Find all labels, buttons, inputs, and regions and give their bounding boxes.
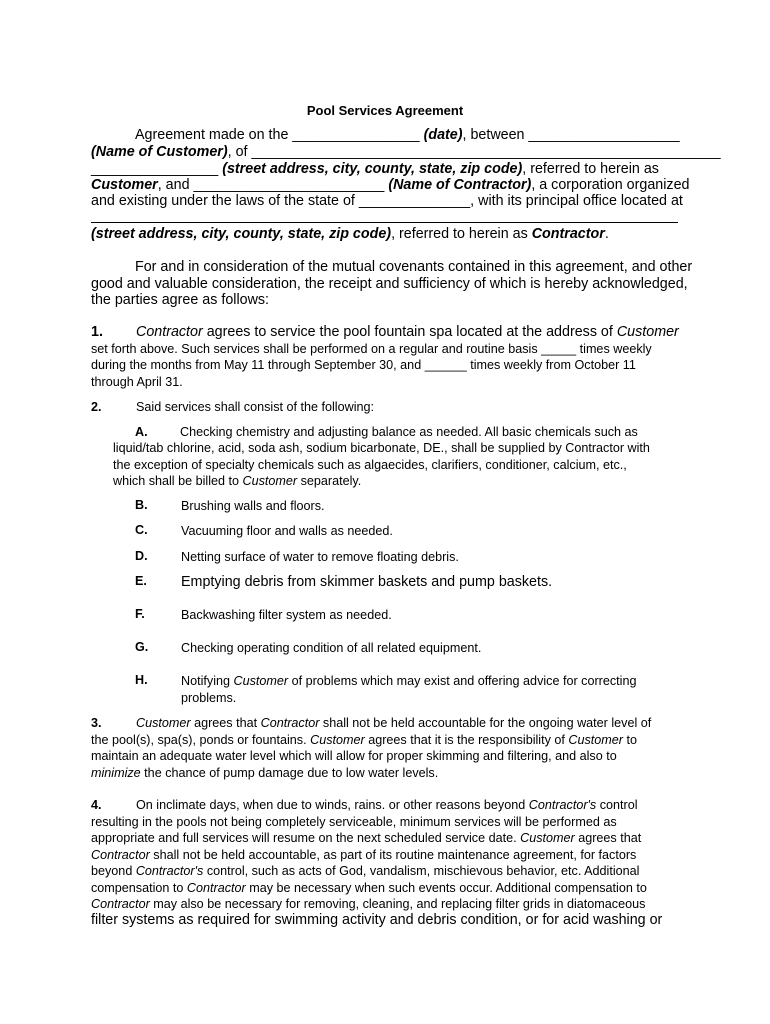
item-g-text: Checking operating condition of all related equipment. bbox=[181, 641, 482, 655]
item-a-label: A. bbox=[135, 425, 148, 439]
item-a-line-4: which shall be billed to Customer separately. bbox=[113, 474, 362, 488]
section-3-line-2: the pool(s), spa(s), ponds or fountains. Customer agrees that it is the responsibility of Customer to bbox=[91, 733, 638, 747]
section-4-line-5: beyond Contractor's control, such as acts of God, vandalism, mischievous behavior, etc. Additional bbox=[91, 864, 640, 878]
intro-line-4: Customer, and ________________________ (Name of Contractor), a corporation organized bbox=[91, 177, 690, 193]
date-blank[interactable]: ________________ bbox=[292, 127, 420, 143]
section-4-line-3: appropriate and full services will resume on the next scheduled service date. Customer agrees that bbox=[91, 831, 642, 845]
consideration-line-1: For and in consideration of the mutual covenants contained in this agreement, and other bbox=[135, 259, 693, 275]
item-c-text: Vacuuming floor and walls as needed. bbox=[181, 524, 393, 538]
item-b-text: Brushing walls and floors. bbox=[181, 499, 325, 513]
section-1-line-3: during the months from May 11 through September 30, and ______ times weekly from October 11 bbox=[91, 358, 636, 372]
intro-line-5: and existing under the laws of the state of ______________, with its principal office located at bbox=[91, 193, 683, 209]
item-c-label: C. bbox=[135, 523, 148, 537]
item-h-label: H. bbox=[135, 673, 148, 687]
item-f-label: F. bbox=[135, 607, 145, 621]
consideration-line-2: good and valuable consideration, the receipt and sufficiency of which is hereby acknowledged, bbox=[91, 276, 688, 292]
item-d-text: Netting surface of water to remove floating debris. bbox=[181, 550, 459, 564]
intro-line-6: (street address, city, county, state, zip code), referred to herein as Contractor. bbox=[91, 226, 609, 242]
item-a-line-1: A. Checking chemistry and adjusting balance as needed. All basic chemicals such as bbox=[135, 425, 638, 439]
section-4-line-1: 4. On inclimate days, when due to winds, rains. or other reasons beyond Contractor's control bbox=[91, 798, 638, 812]
section-4-line-7: Contractor may also be necessary for removing, cleaning, and replacing filter grids in diatomaceous bbox=[91, 897, 646, 911]
section-4-line-4: Contractor shall not be held accountable, as part of its routine maintenance agreement, for factors bbox=[91, 848, 637, 862]
section-1-number: 1. bbox=[91, 324, 103, 340]
contractor-address-blank[interactable] bbox=[91, 222, 678, 223]
section-4-line-6: compensation to Contractor may be necessary when such events occur. Additional compensation to bbox=[91, 881, 647, 895]
document-title: Pool Services Agreement bbox=[306, 103, 464, 118]
intro-line-1: Agreement made on the ________________ (date), between ___________________ bbox=[135, 127, 680, 143]
customer-address-blank[interactable]: ___________________________________________________________ bbox=[251, 144, 721, 160]
section-1-line-2: set forth above. Such services shall be performed on a regular and routine basis _____ times weekly bbox=[91, 342, 652, 356]
section-3-line-1: 3. Customer agrees that Contractor shall not be held accountable for the ongoing water level of bbox=[91, 716, 652, 730]
section-3-number: 3. bbox=[91, 716, 102, 730]
section-1-line-4: through April 31. bbox=[91, 375, 183, 389]
intro-line-2: (Name of Customer), of ___________________________________________________________ bbox=[91, 144, 721, 160]
item-a-line-2: liquid/tab chlorine, acid, soda ash, sodium bicarbonate, DE., shall be supplied by Contractor with bbox=[113, 441, 650, 455]
intro-line-3: ________________ (street address, city, county, state, zip code), referred to herein as bbox=[91, 161, 659, 177]
item-e-text: Emptying debris from skimmer baskets and pump baskets. bbox=[181, 574, 553, 590]
item-b-label: B. bbox=[135, 498, 148, 512]
section-2-line-1: 2. Said services shall consist of the following: bbox=[91, 400, 374, 414]
customer-address-blank-2[interactable]: ________________ bbox=[91, 161, 219, 177]
section-1-line-1: 1. Contractor agrees to service the pool fountain spa located at the address of Customer bbox=[91, 324, 679, 340]
consideration-line-3: the parties agree as follows: bbox=[91, 292, 270, 308]
state-blank[interactable]: ______________ bbox=[358, 193, 471, 209]
item-g-label: G. bbox=[135, 640, 149, 654]
item-d-label: D. bbox=[135, 549, 148, 563]
section-4-number: 4. bbox=[91, 798, 102, 812]
section-3-line-3: maintain an adequate water level which will allow for proper skimming and filtering, and also to bbox=[91, 749, 617, 763]
section-4-line-8: filter systems as required for swimming activity and debris condition, or for acid washing or bbox=[91, 912, 663, 928]
section-2-number: 2. bbox=[91, 400, 102, 414]
item-a-line-3: the exception of specialty chemicals such as algaecides, clarifiers, conditioner, calcium, etc., bbox=[113, 458, 627, 472]
item-h-line-2: problems. bbox=[181, 691, 237, 705]
item-h-line-1: Notifying Customer of problems which may exist and offering advice for correcting bbox=[181, 674, 637, 688]
section-3-line-4: minimize the chance of pump damage due to low water levels. bbox=[91, 766, 439, 780]
section-4-line-2: resulting in the pools not being completely serviceable, minimum services will be performed as bbox=[91, 815, 617, 829]
contractor-name-blank[interactable]: ________________________ bbox=[193, 177, 385, 193]
item-e-label: E. bbox=[135, 574, 147, 588]
customer-name-blank[interactable]: ___________________ bbox=[528, 127, 680, 143]
item-f-text: Backwashing filter system as needed. bbox=[181, 608, 392, 622]
